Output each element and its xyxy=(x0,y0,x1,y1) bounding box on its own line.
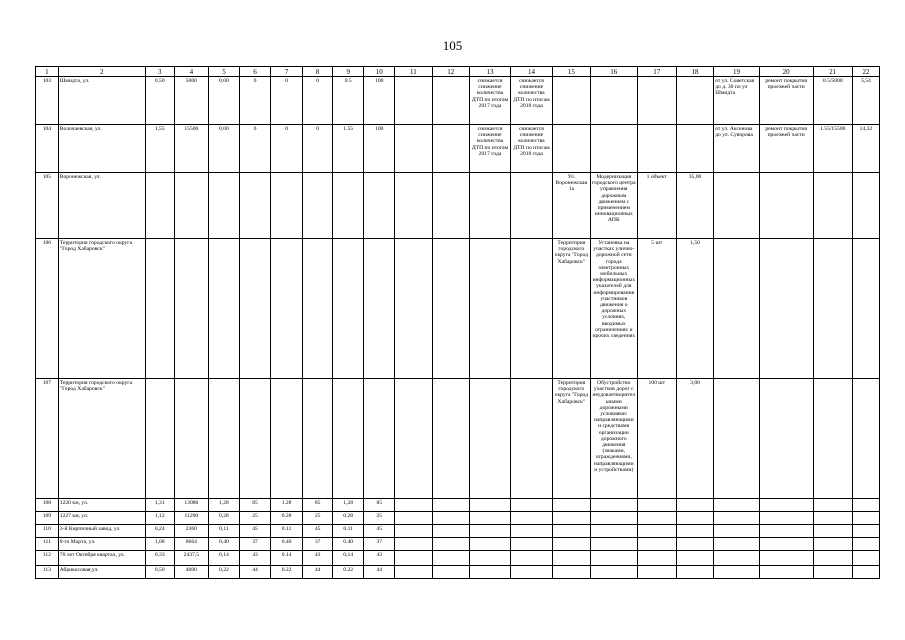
table-cell xyxy=(395,525,432,538)
table-cell: Территория городского округа "Город Хабаровск" xyxy=(58,379,145,499)
table-cell xyxy=(432,499,469,512)
table-cell xyxy=(813,239,852,379)
table-cell: 44 xyxy=(364,566,395,579)
table-cell xyxy=(395,379,432,499)
table-cell xyxy=(676,499,713,512)
table-cell xyxy=(759,566,813,579)
table-cell xyxy=(432,551,469,566)
table-cell xyxy=(432,77,469,125)
column-header: 2 xyxy=(58,67,145,77)
page-number: 105 xyxy=(442,38,463,53)
table-cell: 0,22 xyxy=(208,566,239,579)
column-header: 22 xyxy=(852,67,879,77)
table-cell xyxy=(208,379,239,499)
data-table xyxy=(35,66,880,579)
table-cell xyxy=(852,173,879,239)
table-cell: 25 xyxy=(364,512,395,525)
table-cell xyxy=(174,173,208,239)
table-cell: 0.22 xyxy=(271,566,303,579)
column-header: 20 xyxy=(759,67,813,77)
table-cell xyxy=(333,173,364,239)
table-cell: 0,11 xyxy=(208,525,239,538)
table-cell: снижается снижение количества ДТП по итогам 2018 года xyxy=(511,125,552,173)
table-cell: снижается снижение количества ДТП по итогам 2017 года xyxy=(469,77,510,125)
table-cell xyxy=(303,239,333,379)
table-cell xyxy=(759,551,813,566)
table-cell xyxy=(714,239,760,379)
table-cell: 8-го Марта, ул. xyxy=(58,538,145,551)
table-cell xyxy=(469,239,510,379)
table-cell xyxy=(759,525,813,538)
table-cell xyxy=(676,551,713,566)
table-cell xyxy=(552,499,590,512)
table-cell: 0.11 xyxy=(333,525,364,538)
table-cell: Территория городского округа "Город Хабаровск" xyxy=(552,379,590,499)
table-cell: 1227 км, ул. xyxy=(58,512,145,525)
table-cell: 1,12 xyxy=(145,512,174,525)
table-cell: 1,08 xyxy=(145,538,174,551)
table-row xyxy=(36,499,880,512)
table-cell xyxy=(552,566,590,579)
table-cell xyxy=(432,173,469,239)
table-cell xyxy=(271,379,303,499)
column-header: 5 xyxy=(208,67,239,77)
table-cell: 45 xyxy=(239,525,270,538)
table-cell: 0,50 xyxy=(145,77,174,125)
table-cell: 1,28 xyxy=(333,499,364,512)
table-cell: 43 xyxy=(303,551,333,566)
table-cell: 0,14 xyxy=(333,551,364,566)
table-cell xyxy=(813,551,852,566)
table-cell xyxy=(395,566,432,579)
table-cell xyxy=(333,379,364,499)
table-row xyxy=(36,551,880,566)
table-cell: Модернизация городского центра управления дорожным движением с применением инновационных АПК xyxy=(590,173,637,239)
table-cell: 0.28 xyxy=(333,512,364,525)
table-row xyxy=(36,173,880,239)
table-cell: 0,24 xyxy=(145,525,174,538)
column-header: 3 xyxy=(145,67,174,77)
table-cell xyxy=(552,525,590,538)
table-cell xyxy=(364,239,395,379)
table-cell: 0 xyxy=(303,125,333,173)
column-header: 17 xyxy=(637,67,676,77)
table-cell xyxy=(813,499,852,512)
column-header: 12 xyxy=(432,67,469,77)
column-header: 21 xyxy=(813,67,852,77)
table-cell xyxy=(239,239,270,379)
table-cell xyxy=(395,499,432,512)
table-cell: 11200 xyxy=(174,512,208,525)
table-row xyxy=(36,379,880,499)
column-header: 19 xyxy=(714,67,760,77)
table-cell xyxy=(852,499,879,512)
table-cell xyxy=(759,239,813,379)
table-cell: от ул. Советская до д. 30 по ул Шмидта xyxy=(714,77,760,125)
table-cell xyxy=(511,512,552,525)
table-cell: 111 xyxy=(36,538,59,551)
table-cell: снижается снижение количества ДТП по итогам 2017 года xyxy=(469,125,510,173)
table-cell: ремонт покрытия проезжей части xyxy=(759,77,813,125)
table-cell xyxy=(759,499,813,512)
table-row xyxy=(36,525,880,538)
table-cell xyxy=(637,525,676,538)
table-cell: 3,00 xyxy=(676,379,713,499)
table-cell: 104 xyxy=(36,125,59,173)
column-header: 6 xyxy=(239,67,270,77)
table-cell xyxy=(469,499,510,512)
table-cell xyxy=(208,173,239,239)
column-header: 11 xyxy=(395,67,432,77)
table-cell: Шмидта, ул. xyxy=(58,77,145,125)
table-cell: Территория городского округа "Город Хабаровск" xyxy=(552,239,590,379)
table-cell: 0.14 xyxy=(271,551,303,566)
table-cell xyxy=(239,379,270,499)
table-cell xyxy=(395,512,432,525)
table-cell xyxy=(813,379,852,499)
table-cell: 0,00 xyxy=(208,77,239,125)
table-cell xyxy=(552,538,590,551)
table-cell xyxy=(676,512,713,525)
table-cell xyxy=(303,379,333,499)
table-cell xyxy=(590,77,637,125)
table-cell: 108 xyxy=(36,499,59,512)
table-cell xyxy=(469,512,510,525)
table-cell: 103 xyxy=(36,77,59,125)
table-cell xyxy=(174,239,208,379)
column-header: 16 xyxy=(590,67,637,77)
table-cell: 0 xyxy=(303,77,333,125)
table-cell: 105 xyxy=(36,173,59,239)
table-cell: Воронежская, ул. xyxy=(58,173,145,239)
table-cell xyxy=(590,551,637,566)
table-cell xyxy=(714,512,760,525)
table-cell xyxy=(637,499,676,512)
table-cell: Волочаевская, ул. xyxy=(58,125,145,173)
header-row xyxy=(36,67,880,77)
table-cell xyxy=(395,551,432,566)
table-cell xyxy=(511,499,552,512)
table-cell: 0,40 xyxy=(208,538,239,551)
table-cell xyxy=(145,239,174,379)
table-cell xyxy=(333,239,364,379)
table-cell xyxy=(637,125,676,173)
table-cell: Абрикосовая,ул. xyxy=(58,566,145,579)
table-cell: 100 xyxy=(364,77,395,125)
table-cell xyxy=(469,379,510,499)
table-cell xyxy=(813,538,852,551)
table-cell: 2360 xyxy=(174,525,208,538)
table-cell xyxy=(590,499,637,512)
table-cell: от ул. Аксенова до ул. Суворова xyxy=(714,125,760,173)
table-cell xyxy=(676,566,713,579)
table-cell xyxy=(590,512,637,525)
table-cell: снижается снижение количества ДТП по итогам 2018 года xyxy=(511,77,552,125)
table-cell xyxy=(714,551,760,566)
table-cell: 37 xyxy=(303,538,333,551)
table-cell: 43 xyxy=(239,551,270,566)
table-cell xyxy=(469,525,510,538)
column-header: 13 xyxy=(469,67,510,77)
table-cell xyxy=(432,379,469,499)
table-cell xyxy=(676,77,713,125)
table-cell: 0 xyxy=(271,77,303,125)
table-cell: 1,50 xyxy=(676,239,713,379)
column-header: 9 xyxy=(333,67,364,77)
table-row xyxy=(36,538,880,551)
table-cell xyxy=(395,125,432,173)
table-cell: 85 xyxy=(303,499,333,512)
table-cell: 5000 xyxy=(174,77,208,125)
table-cell xyxy=(511,379,552,499)
table-cell: Установка на участках улично-дорожной сети города электронных мобильных информационных указателей для информирования участников движения о дорожных условиях, вводимых ограничениях и прочих сведениях xyxy=(590,239,637,379)
column-header: 18 xyxy=(676,67,713,77)
table-cell xyxy=(637,566,676,579)
table-cell: 4000 xyxy=(174,566,208,579)
table-cell: 37 xyxy=(239,538,270,551)
table-row xyxy=(36,239,880,379)
table-cell xyxy=(552,77,590,125)
table-cell: 113 xyxy=(36,566,59,579)
table-cell: 37 xyxy=(364,538,395,551)
table-cell: 1,55 xyxy=(145,125,174,173)
table-cell xyxy=(145,173,174,239)
column-header: 14 xyxy=(511,67,552,77)
table-cell: 106 xyxy=(36,239,59,379)
column-header: 10 xyxy=(364,67,395,77)
table-cell: 2437,5 xyxy=(174,551,208,566)
table-cell: 1.55 xyxy=(333,125,364,173)
table-cell: 70 лет Октября квартал, ул. xyxy=(58,551,145,566)
table-cell xyxy=(714,379,760,499)
table-cell xyxy=(469,566,510,579)
table-cell xyxy=(271,239,303,379)
table-cell: 0.11 xyxy=(271,525,303,538)
table-cell xyxy=(145,379,174,499)
table-cell: 0,50 xyxy=(145,566,174,579)
table-cell xyxy=(759,512,813,525)
table-cell: 100 xyxy=(364,125,395,173)
table-cell xyxy=(714,566,760,579)
table-cell xyxy=(364,379,395,499)
table-cell: ремонт покрытия проезжей части xyxy=(759,125,813,173)
table-cell xyxy=(852,566,879,579)
table-cell: 109 xyxy=(36,512,59,525)
table-cell: 1,31 xyxy=(145,499,174,512)
table-cell xyxy=(813,566,852,579)
column-header: 4 xyxy=(174,67,208,77)
column-header: 1 xyxy=(36,67,59,77)
table-cell xyxy=(714,538,760,551)
table-cell xyxy=(364,173,395,239)
table-cell xyxy=(239,173,270,239)
table-cell: 13080 xyxy=(174,499,208,512)
column-header: 7 xyxy=(271,67,303,77)
table-cell xyxy=(852,379,879,499)
table-cell xyxy=(676,125,713,173)
table-cell xyxy=(511,551,552,566)
table-cell: Обустройство участков дорог с неудовлетворительными дорожными условиями: направляющими и средствами организации дорожного движения (знаками, ограждениями, направляющими и устройствами) xyxy=(590,379,637,499)
table-cell xyxy=(303,173,333,239)
table-cell: 85 xyxy=(364,499,395,512)
table-cell xyxy=(590,538,637,551)
table-cell: 0,14 xyxy=(208,551,239,566)
column-header: 15 xyxy=(552,67,590,77)
column-header: 8 xyxy=(303,67,333,77)
table-cell xyxy=(432,125,469,173)
table-cell: 0.28 xyxy=(271,512,303,525)
table-cell: 0 xyxy=(239,125,270,173)
table-cell: 35,00 xyxy=(676,173,713,239)
table-cell: 1.55/15500 xyxy=(813,125,852,173)
table-cell xyxy=(759,379,813,499)
table-cell xyxy=(432,239,469,379)
table-cell xyxy=(590,566,637,579)
table-cell: 0.40 xyxy=(271,538,303,551)
table-cell: 1.28 xyxy=(271,499,303,512)
table-cell xyxy=(637,538,676,551)
table-cell: 25 xyxy=(239,512,270,525)
table-cell xyxy=(395,538,432,551)
table-cell xyxy=(676,525,713,538)
table-cell xyxy=(714,173,760,239)
table-cell: 44 xyxy=(303,566,333,579)
table-cell: 0.40 xyxy=(333,538,364,551)
table-cell xyxy=(637,512,676,525)
table-cell: 43 xyxy=(364,551,395,566)
table-cell: 25 xyxy=(303,512,333,525)
table-cell xyxy=(813,173,852,239)
table-cell: 45 xyxy=(364,525,395,538)
table-cell xyxy=(511,173,552,239)
table-cell xyxy=(469,173,510,239)
table-cell: 107 xyxy=(36,379,59,499)
table-cell xyxy=(469,551,510,566)
table-cell: 1220 км, ул. xyxy=(58,499,145,512)
table-cell xyxy=(813,525,852,538)
table-cell: 1 объект xyxy=(637,173,676,239)
table-cell xyxy=(637,551,676,566)
table-row xyxy=(36,512,880,525)
table-cell xyxy=(395,173,432,239)
table-cell: 0.22 xyxy=(333,566,364,579)
table-cell: 0 xyxy=(239,77,270,125)
table-cell xyxy=(271,173,303,239)
table-cell xyxy=(469,538,510,551)
table-cell xyxy=(432,512,469,525)
table-cell: 0,28 xyxy=(208,512,239,525)
table-cell: 44 xyxy=(239,566,270,579)
table-cell: 85 xyxy=(239,499,270,512)
table-cell: 1,28 xyxy=(208,499,239,512)
table-cell: 0 xyxy=(271,125,303,173)
table-cell xyxy=(637,77,676,125)
table-cell: 0,33 xyxy=(145,551,174,566)
table-cell xyxy=(552,512,590,525)
table-cell: 0.5/5000 xyxy=(813,77,852,125)
table-row xyxy=(36,125,880,173)
table-cell xyxy=(432,538,469,551)
table-cell xyxy=(511,525,552,538)
table-cell xyxy=(676,538,713,551)
table-cell xyxy=(852,512,879,525)
table-row xyxy=(36,566,880,579)
table-cell xyxy=(852,538,879,551)
table-cell: Территория городского округа "Город Хабаровск" xyxy=(58,239,145,379)
table-cell xyxy=(759,173,813,239)
table-cell xyxy=(714,525,760,538)
table-cell xyxy=(590,525,637,538)
table-cell xyxy=(852,525,879,538)
table-cell xyxy=(395,239,432,379)
table-cell: Ул. Воронежская 1а xyxy=(552,173,590,239)
table-cell: 112 xyxy=(36,551,59,566)
table-cell xyxy=(714,499,760,512)
table-cell: 100 шт xyxy=(637,379,676,499)
table-cell xyxy=(590,125,637,173)
table-cell xyxy=(852,551,879,566)
table-cell: 45 xyxy=(303,525,333,538)
table-cell: 5,54 xyxy=(852,77,879,125)
table-cell: 3-й Кирпичный завод, ул. xyxy=(58,525,145,538)
table-cell xyxy=(395,77,432,125)
table-cell xyxy=(552,125,590,173)
table-cell: 110 xyxy=(36,525,59,538)
table-cell: 0,00 xyxy=(208,125,239,173)
table-cell: 5 шт xyxy=(637,239,676,379)
table-cell: 8664 xyxy=(174,538,208,551)
table-cell xyxy=(813,512,852,525)
table-cell: 14,32 xyxy=(852,125,879,173)
table-cell xyxy=(432,566,469,579)
table-cell xyxy=(759,538,813,551)
table-cell xyxy=(511,538,552,551)
table-cell xyxy=(511,566,552,579)
table-cell xyxy=(511,239,552,379)
table-cell xyxy=(852,239,879,379)
table-cell xyxy=(208,239,239,379)
table-cell xyxy=(174,379,208,499)
table-row xyxy=(36,77,880,125)
table-cell xyxy=(552,551,590,566)
table-cell: 0.5 xyxy=(333,77,364,125)
table-cell xyxy=(432,525,469,538)
table-cell: 15500 xyxy=(174,125,208,173)
